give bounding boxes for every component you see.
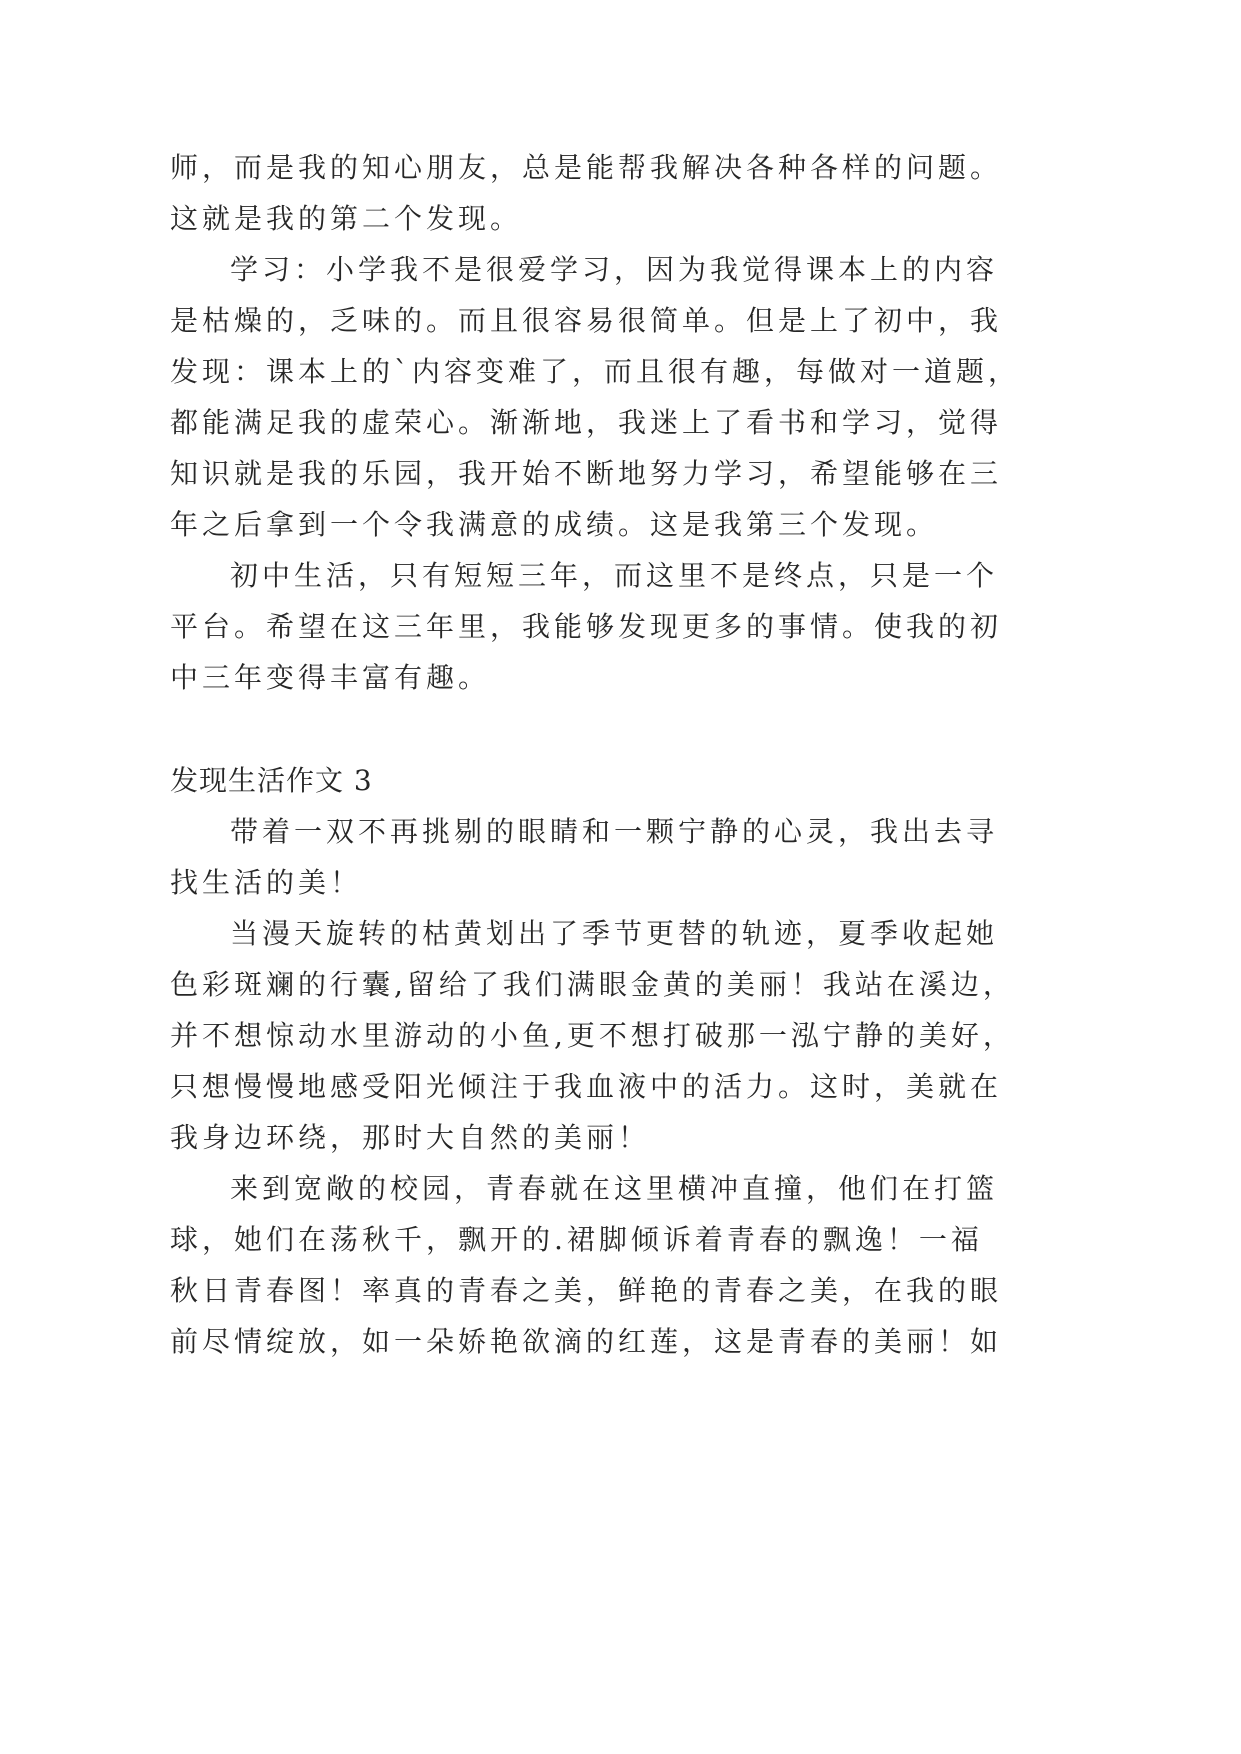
paragraph-intro — [170, 806, 999, 908]
paragraph-campus — [170, 1163, 1003, 1367]
text-line: 只想慢慢地感受阳光倾注于我血液中的活力。这时，美就在 — [170, 1070, 1003, 1103]
text-line: 带着一双不再挑剔的眼睛和一颗宁静的心灵，我出去寻 — [230, 815, 999, 848]
text-line: 并不想惊动水里游动的小鱼,更不想打破那一泓宁静的美好， — [170, 1019, 1015, 1052]
text-line: 球，她们在荡秋千，飘开的.裙脚倾诉着青春的飘逸！一福 — [170, 1223, 983, 1256]
text-line: 都能满足我的虚荣心。渐渐地，我迷上了看书和学习，觉得 — [170, 406, 1003, 439]
text-line: 秋日青春图！率真的青春之美，鲜艳的青春之美，在我的眼 — [170, 1274, 1003, 1307]
paragraph-conclusion — [170, 550, 1003, 703]
document-body — [170, 142, 1021, 1367]
text-line: 知识就是我的乐园，我开始不断地努力学习，希望能够在三 — [170, 457, 1003, 490]
section-spacer — [170, 703, 950, 755]
text-line: 我身边环绕，那时大自然的美丽！ — [170, 1121, 651, 1154]
text-line: 是枯燥的，乏味的。而且很容易很简单。但是上了初中，我 — [170, 304, 1003, 337]
text-line: 师，而是我的知心朋友，总是能帮我解决各种各样的问题。 — [170, 151, 1003, 184]
text-line: 来到宽敞的校园，青春就在这里横冲直撞，他们在打篮 — [230, 1172, 999, 1205]
text-line: 这就是我的第二个发现。 — [170, 202, 523, 235]
paragraph-nature — [170, 908, 1015, 1163]
text-line: 发现：课本上的`内容变难了，而且很有趣，每做对一道题， — [170, 355, 1021, 388]
text-line: 前尽情绽放，如一朵娇艳欲滴的红莲，这是青春的美丽！如 — [170, 1325, 1003, 1358]
section-heading: 发现生活作文 3 — [170, 764, 373, 797]
text-line: 初中生活，只有短短三年，而这里不是终点，只是一个 — [230, 559, 999, 592]
text-line: 中三年变得丰富有趣。 — [170, 661, 491, 694]
paragraph-study — [170, 244, 1021, 550]
text-line: 年之后拿到一个令我满意的成绩。这是我第三个发现。 — [170, 508, 939, 541]
paragraph-continuation — [170, 142, 1003, 244]
text-line: 学习：小学我不是很爱学习，因为我觉得课本上的内容 — [230, 253, 999, 286]
text-line: 色彩斑斓的行囊,留给了我们满眼金黄的美丽！我站在溪边， — [170, 968, 1015, 1001]
text-line: 当漫天旋转的枯黄划出了季节更替的轨迹，夏季收起她 — [230, 917, 999, 950]
text-line: 找生活的美！ — [170, 866, 363, 899]
text-line: 平台。希望在这三年里，我能够发现更多的事情。使我的初 — [170, 610, 1003, 643]
